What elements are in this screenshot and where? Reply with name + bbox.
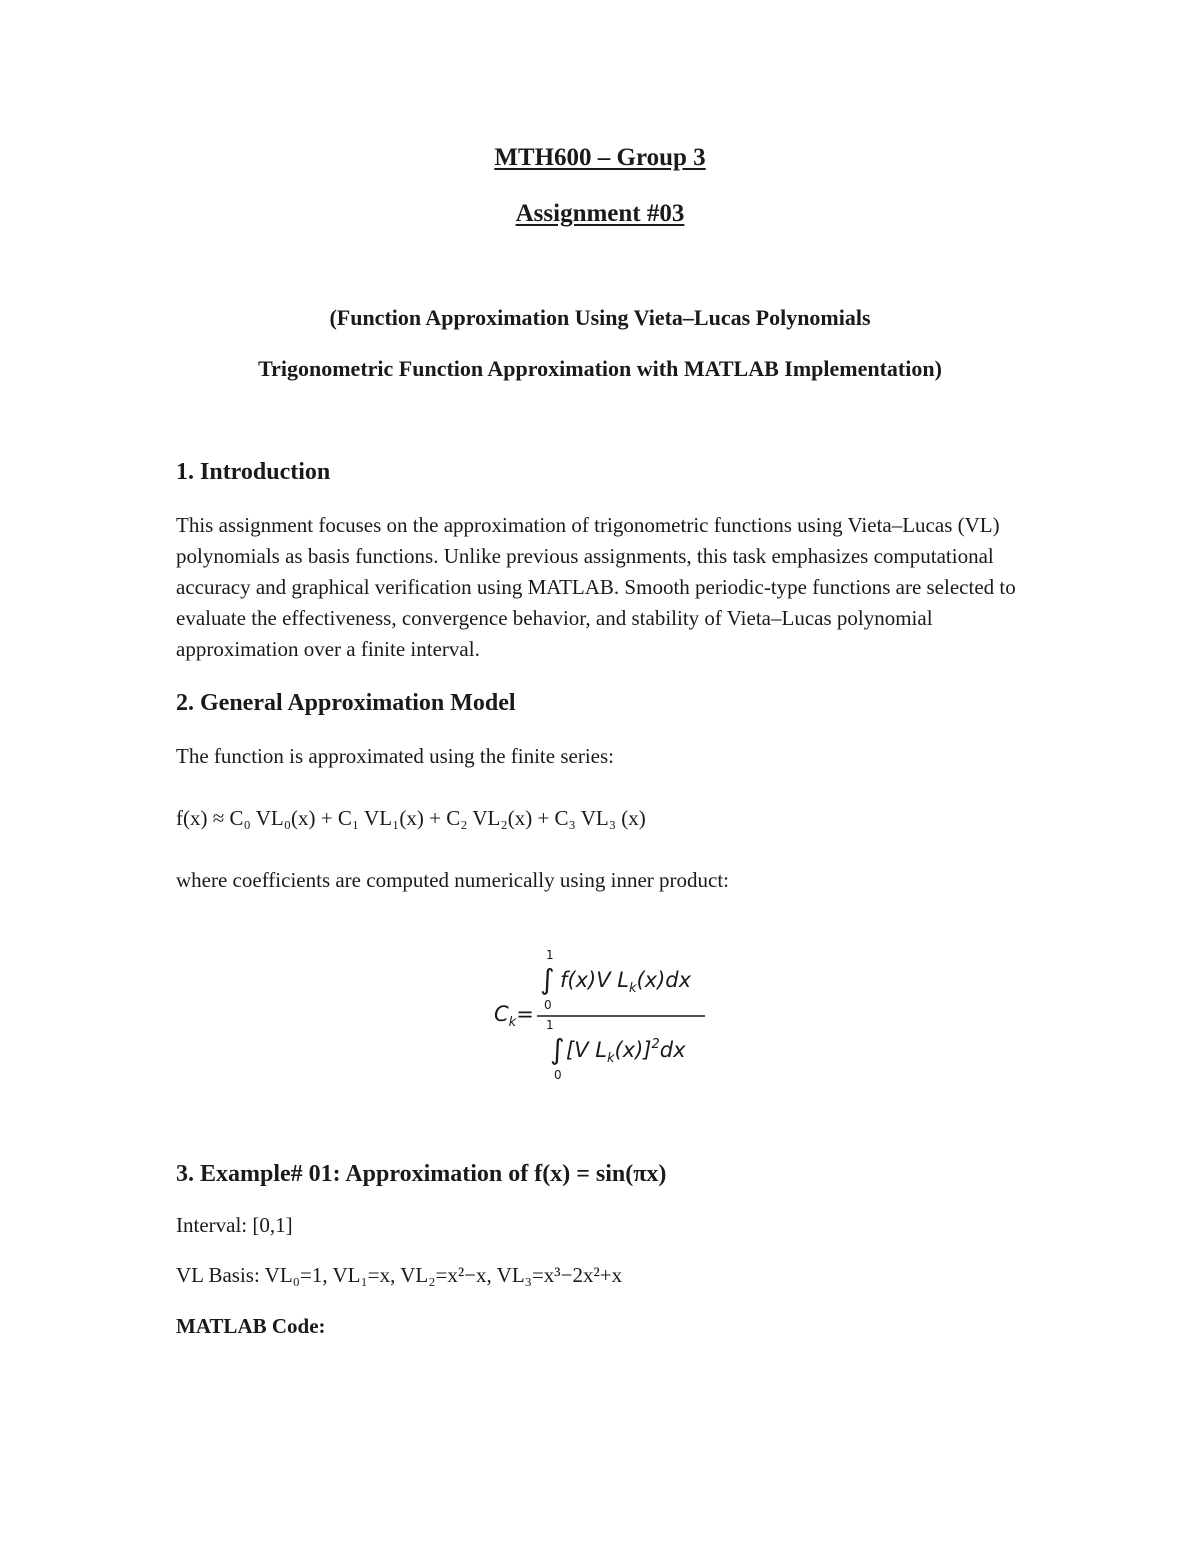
numerator-integral-sign: ∫ bbox=[540, 963, 555, 996]
introduction-paragraph: This assignment focuses on the approximation of trigonometric functions using Vieta–Lucas (VL) polynomials as basis functions. Unlike previous assignments, this task emphasizes computational accuracy and graphical verification using MATLAB. Smooth periodic-type functions are selected to evaluate the effectiveness, convergence behavior, and stability of Vieta–Lucas polynomial approximation over a finite interval. bbox=[176, 513, 1016, 661]
section-heading-introduction: 1. Introduction bbox=[176, 459, 331, 485]
numerator-upper-limit: 1 bbox=[546, 948, 554, 962]
denominator-expression: [V $L_k(x)]^2dx$ bbox=[566, 1037, 686, 1066]
denominator-upper-limit: 1 bbox=[546, 1018, 554, 1032]
section-heading-example-01: 3. Example# 01: Approximation of f(x) = sin(πx) bbox=[176, 1161, 667, 1187]
series-intro-text: The function is approximated using the finite series: bbox=[176, 744, 614, 768]
numerator-expression: f(x)V $L_k(x)dx$ bbox=[560, 968, 692, 996]
coefficient-formula bbox=[480, 945, 720, 1085]
assignment-number: Assignment #03 bbox=[515, 200, 685, 227]
interval-text: Interval: [0,1] bbox=[176, 1213, 293, 1237]
subtitle-line-1: (Function Approximation Using Vieta–Lucas Polynomials bbox=[329, 305, 871, 330]
coefficients-text: where coefficients are computed numerically using inner product: bbox=[176, 868, 729, 892]
matlab-code-label: MATLAB Code: bbox=[176, 1314, 326, 1338]
coefficient-symbol: $C_k=$ bbox=[494, 1002, 534, 1030]
subtitle-line-2: Trigonometric Function Approximation with MATLAB Implementation) bbox=[258, 356, 942, 381]
denominator-integral-sign: ∫ bbox=[550, 1033, 565, 1066]
series-equation: f(x) ≈ C₀ VL₀(x) + C₁ VL₁(x) + C₂ VL₂(x) + C₃ VL₃ (x) bbox=[176, 806, 646, 830]
document-title: MTH600 – Group 3 bbox=[494, 144, 706, 171]
numerator-lower-limit: 0 bbox=[544, 998, 552, 1012]
vl-basis-text: VL Basis: VL₀=1, VL₁=x, VL₂=x²−x, VL₃=x³−2x²+x bbox=[176, 1263, 623, 1287]
section-heading-approximation-model: 2. General Approximation Model bbox=[176, 690, 516, 716]
denominator-lower-limit: 0 bbox=[554, 1068, 562, 1082]
